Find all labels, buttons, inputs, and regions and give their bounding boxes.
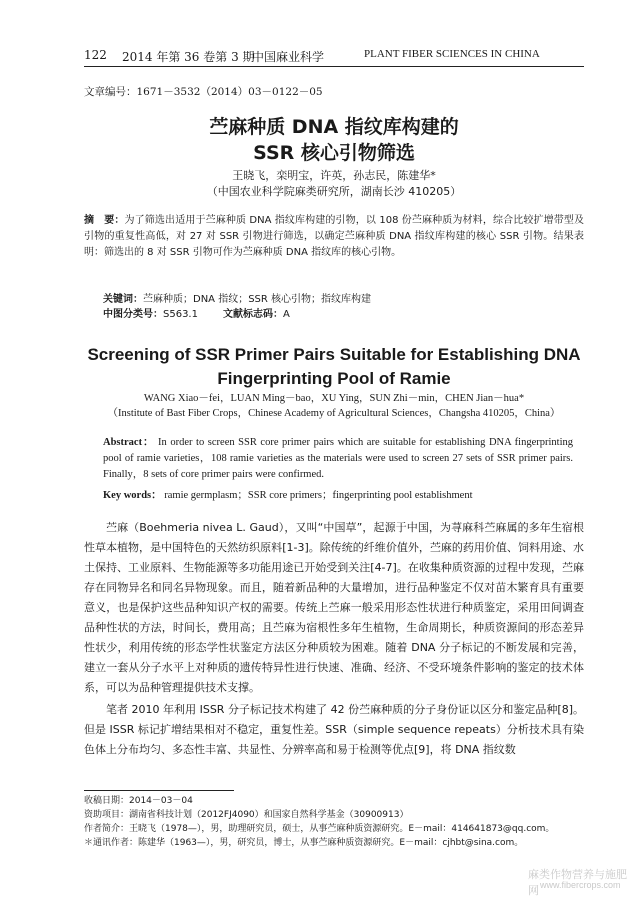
title-cn-line2: SSR 核心引物筛选	[253, 142, 415, 164]
abstract-cn-text: 为了筛选出适用于苎麻种质 DNA 指纹库构建的引物，以 108 份苎麻种质为材料，综合比较扩增带型及引物的重复性高低，对 27 对 SSR 引物进行筛选，以确定苎麻种质 DNA 指纹库构建的核心 SSR 引物。结果表明：筛选出的 8 对 SSR 引物可作为苎麻种质 DNA 指纹库的核心引物。	[84, 215, 585, 258]
abstract-cn	[84, 213, 584, 261]
footnotes	[84, 794, 604, 850]
affiliation-cn: （中国农业科学院麻类研究所，湖南长沙 410205）	[206, 185, 462, 198]
keywords-cn-label: 关键词：	[103, 294, 143, 305]
authors-en: WANG Xiao－fei，LUAN Ming－bao，XU Ying，SUN Zhi－min，CHEN Jian－hua*	[143, 393, 525, 404]
keywords-cn	[103, 290, 371, 305]
body-paragraph-1: 苎麻（Boehmeria nivea L. Gaud），又叫“中国草”，起源于中国，为荨麻科苎麻属的多年生宿根性草本植物，是中国特色的天然纺织原料[1-3]。除传统的纤维价值外，苎麻的药用价值、饲料用途、水土保持、工业原料、生物能源等多功能用途已开始受到关注[4-7]。在收集种质资源的过程中发现，苎麻存在同物异名和同名异物现象。而且，随着新品种的大量增加，进行品种鉴定不仅对苗木繁育具有重要意义，也是保护这些品种知识产权的需要。传统上苎麻一般采用形态性状进行种质鉴定，采用田间调查品种性状的方法，时间长，费用高；且苎麻为宿根性多年生植物，生命周期长，种质资源间的形态差异性状少，利用传统的形态学性状鉴定方法区分种质较为困难。随着 DNA 分子标记的不断发展和完善，建立一套从分子水平上对种质的遗传特异性进行快速、准确、经济、不受环境条件影响的鉴定的技术体系，可以为品种管理提供技术支撑。	[84, 521, 584, 694]
footnote-author-bio: 作者简介：王晓飞（1978—），男，助理研究员，硕士，从事苎麻种质资源研究。E－mail：414641873@qq.com。	[84, 824, 555, 834]
footnote-received: 收稿日期：2014－03－04	[84, 796, 193, 806]
abstract-en-text: In order to screen SSR core primer pairs which are suitable for establishing DNA fingerprinting pool of ramie varieties，108 ramie varieties as the materials were used to screen 27 sets of SSR primer pairs. Finally，8 sets of core primer pairs were confirmed.	[103, 437, 574, 480]
keywords-en-text: ramie germplasm；SSR core primers；fingerprinting pool establishment	[164, 490, 473, 501]
footnote-rule	[84, 790, 234, 791]
title-cn-line1: 苎麻种质 DNA 指纹库构建的	[209, 116, 459, 138]
footnote-funding: 资助项目：湖南省科技计划（2012FJ4090）和国家自然科学基金（30900913）	[84, 810, 409, 820]
issue-info: 2014 年第 36 卷第 3 期	[122, 50, 255, 64]
classification-line	[103, 305, 290, 320]
abstract-en-label: Abstract：	[103, 437, 155, 448]
page-number: 122	[84, 48, 107, 62]
body-text	[84, 518, 584, 760]
document-code-value: A	[283, 309, 290, 320]
keywords-en-label: Key words：	[103, 490, 162, 501]
watermark-cn: 麻类作物营养与施肥网	[528, 868, 627, 897]
footnote-corresponding: ＊通讯作者：陈建华（1963—），男，研究员，博士，从事苎麻种质资源研究。E－mail：cjhbt@sina.com。	[84, 838, 524, 848]
classification-value: S563.1	[163, 309, 198, 320]
watermark-url: www.fibercrops.com	[540, 880, 621, 890]
affiliation-en: （Institute of Bast Fiber Crops，Chinese Academy of Agricultural Sciences，Changsha 410205，China）	[107, 408, 561, 419]
classification-label: 中图分类号：	[103, 309, 163, 320]
running-header	[84, 48, 584, 65]
document-code-label: 文献标志码：	[223, 309, 283, 320]
journal-name-en: PLANT FIBER SCIENCES IN CHINA	[364, 48, 540, 60]
keywords-en	[103, 487, 472, 502]
keywords-cn-text: 苎麻种质；DNA 指纹；SSR 核心引物；指纹库构建	[143, 294, 372, 305]
article-number: 文章编号：1671－3532（2014）03－0122－05	[84, 86, 323, 98]
abstract-en	[103, 435, 573, 483]
journal-name-cn: 中国麻业科学	[252, 50, 325, 64]
body-paragraph-2: 笔者 2010 年利用 ISSR 分子标记技术构建了 42 份苎麻种质的分子身份证以区分和鉴定品种[8]。但是 ISSR 标记扩增结果相对不稳定，重复性差。SSR（simple sequence repeats）分析技术具有染色体上分布均匀、多态性丰富、共显性、分辨率高和易于检测等优点[9]，将 DNA 指纹数	[84, 703, 584, 756]
title-en: Screening of SSR Primer Pairs Suitable for Establishing DNA Fingerprinting Pool of Ramie	[87, 345, 581, 388]
header-rule	[84, 66, 584, 67]
authors-cn: 王晓飞，栾明宝，许英，孙志民，陈建华*	[232, 169, 436, 182]
abstract-cn-label: 摘 要：	[84, 215, 125, 226]
